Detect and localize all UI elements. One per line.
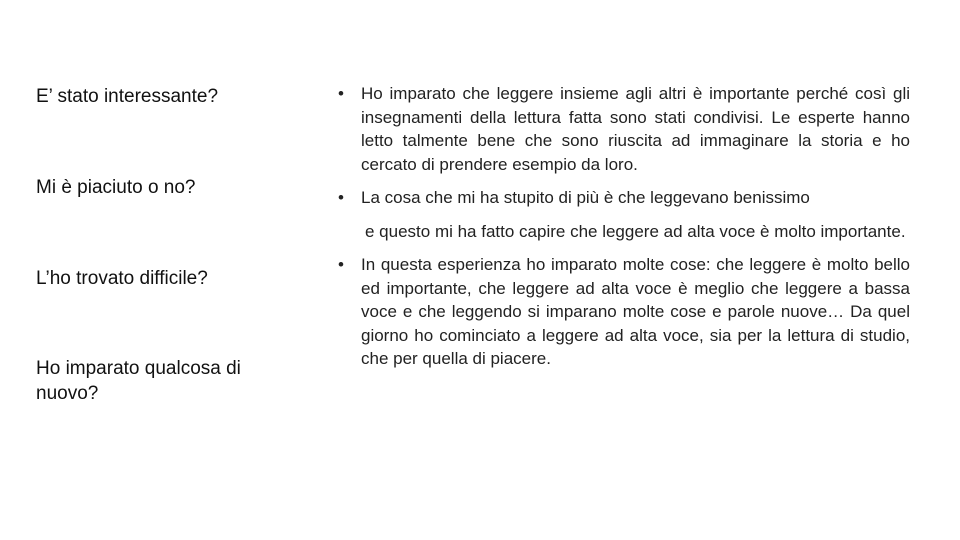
question-liked: Mi è piaciuto o no? bbox=[36, 177, 196, 198]
answer-item bbox=[338, 82, 910, 176]
answer-text: e questo mi ha fatto capire che leggere ad alta voce è molto importante. bbox=[365, 221, 906, 241]
question-interesting: E’ stato interessante? bbox=[36, 86, 219, 107]
answer-text: In questa esperienza ho imparato molte cose: che leggere è molto bello ed importante, che leggere ad alta voce è meglio che leggere a bassa voce e che leggendo si imparano molte cose e parole nuove… Da quel giorno ho cominciato a leggere ad alta voce, sia per la lettura di studio, che per quella di piacere. bbox=[361, 255, 910, 368]
answer-item bbox=[338, 186, 910, 210]
answers-list bbox=[338, 82, 910, 371]
bullet-icon: • bbox=[338, 84, 344, 103]
bullet-icon: • bbox=[338, 255, 344, 274]
answer-continuation bbox=[338, 220, 910, 244]
answer-text: Ho imparato che leggere insieme agli altri è importante perché così gli insegnamenti della lettura fatta sono stati condivisi. Le esperte hanno letto talmente bene che sono riuscita ad immaginare la storia e ho cercato di prendere esempio da loro. bbox=[361, 84, 910, 174]
question-learned: Ho imparato qualcosa di nuovo? bbox=[36, 358, 241, 404]
bullet-icon: • bbox=[338, 188, 344, 207]
answer-item bbox=[338, 253, 910, 371]
question-difficult: L’ho trovato difficile? bbox=[36, 268, 208, 289]
answer-text: La cosa che mi ha stupito di più è che leggevano benissimo bbox=[361, 188, 810, 207]
